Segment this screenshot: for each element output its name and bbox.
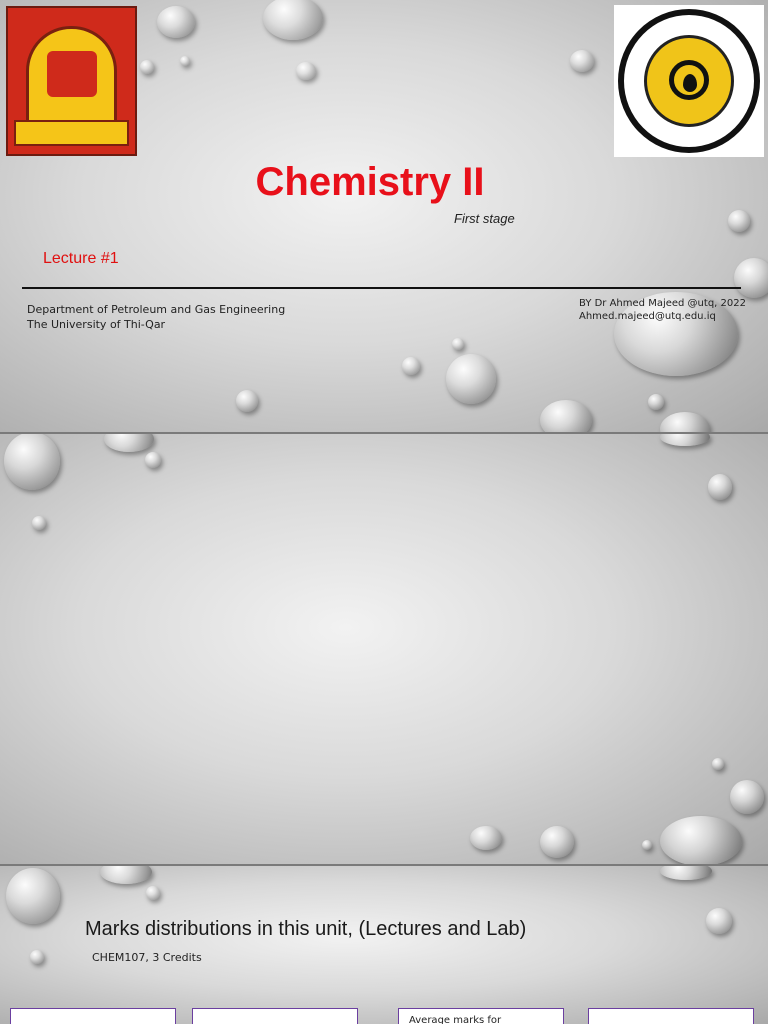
water-drop — [32, 516, 46, 530]
water-drop — [140, 60, 154, 74]
water-drop — [660, 434, 710, 446]
university-name: The University of Thi-Qar — [27, 318, 166, 331]
water-drop — [712, 758, 724, 770]
water-drop — [446, 354, 496, 404]
water-drop — [540, 826, 574, 858]
topics-slide — [0, 434, 768, 864]
lecture-number: Lecture #1 — [43, 250, 119, 267]
water-drop — [157, 6, 195, 38]
author-name: BY Dr Ahmed Majeed @utq, 2022 — [579, 298, 746, 309]
author-email: Ahmed.majeed@utq.edu.iq — [579, 311, 716, 322]
title-slide — [0, 0, 768, 432]
water-drop — [236, 390, 258, 412]
marks-box — [192, 1008, 358, 1024]
college-logo-icon — [6, 6, 137, 156]
water-drop — [660, 816, 742, 864]
water-drop — [145, 452, 161, 468]
marks-slide — [0, 866, 768, 1024]
water-drop — [642, 840, 652, 850]
water-drop — [730, 780, 764, 814]
water-drop — [100, 866, 152, 884]
engineering-seal-icon — [614, 5, 764, 157]
water-drop — [296, 62, 316, 80]
water-drop — [452, 338, 464, 350]
marks-box — [10, 1008, 176, 1024]
water-drop — [470, 826, 502, 850]
water-drop — [660, 866, 712, 880]
department-info — [27, 302, 285, 332]
divider-line — [22, 287, 741, 289]
water-drop — [180, 56, 190, 66]
department-name: Department of Petroleum and Gas Engineering — [27, 303, 286, 316]
water-drop — [728, 210, 750, 232]
water-drop — [6, 868, 60, 924]
water-drop — [540, 400, 592, 432]
author-info — [579, 297, 746, 323]
water-drop — [648, 394, 664, 410]
water-drop — [263, 0, 323, 40]
water-drop — [570, 50, 594, 72]
course-credits: CHEM107, 3 Credits — [92, 951, 202, 964]
water-drop — [706, 908, 732, 934]
water-drop — [146, 886, 160, 900]
water-drop — [30, 950, 44, 964]
water-drop — [708, 474, 732, 500]
marks-box — [588, 1008, 754, 1024]
marks-box-label: Average marks for — [409, 1015, 502, 1024]
slide-subtitle: First stage — [454, 211, 515, 226]
water-drop — [104, 434, 154, 452]
water-drop — [402, 357, 420, 375]
slide-title: Chemistry II — [255, 160, 485, 204]
water-drop — [660, 412, 710, 432]
water-drop — [4, 434, 60, 490]
marks-heading: Marks distributions in this unit, (Lectures and Lab) — [85, 918, 527, 940]
marks-box — [398, 1008, 564, 1024]
water-drop — [734, 258, 768, 298]
